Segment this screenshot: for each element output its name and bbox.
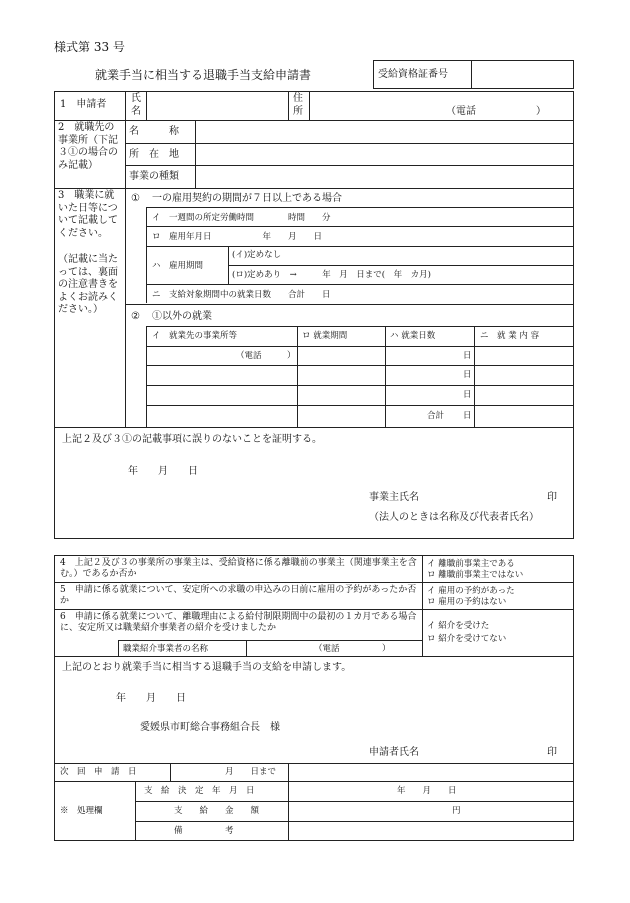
q4-answer-yes[interactable]: イ 離職前事業主である xyxy=(427,559,515,569)
form-number: 様式第 33 号 xyxy=(54,40,125,54)
apply-date: 年 月 日 xyxy=(116,693,186,704)
certificate-number-field[interactable] xyxy=(472,61,573,88)
address-label-1: 住 xyxy=(293,93,303,104)
q6-answer-no[interactable]: ロ 紹介を受けてない xyxy=(427,634,507,644)
business-type-label: 事業の種類 xyxy=(129,171,179,182)
q4-answer-no[interactable]: ロ 離職前事業主ではない xyxy=(427,570,524,580)
table-total-day: 日 xyxy=(463,411,472,421)
case1-title: 一の雇用契約の期間が７日以上である場合 xyxy=(152,193,342,204)
weekly-hours-row: イ 一週間の所定労働時間 時間 分 xyxy=(152,213,331,223)
name-label-2: 名 xyxy=(131,106,141,117)
table-row-day-1: 日 xyxy=(463,351,472,361)
applicant-name-field[interactable] xyxy=(147,92,287,119)
applicant-phone: （電話 ） xyxy=(446,106,546,117)
employer-note: （法人のときは名称及び代表者氏名） xyxy=(369,512,539,523)
form-title: 就業手当に相当する退職手当支給申請書 xyxy=(95,68,312,82)
col-workplace: イ 就業先の事業所等 xyxy=(152,331,238,341)
apply-text: 上記のとおり就業手当に相当する退職手当の支給を申請します。 xyxy=(62,662,352,673)
period-option-fixed[interactable]: (ロ)定めあり → 年 月 日まで( 年 カ月) xyxy=(232,270,431,280)
case1-marker: ① xyxy=(131,193,140,204)
work-days-row: ニ 支給対象期間中の就業日数 合計 日 xyxy=(152,290,331,300)
workplace-name-label: 名 称 xyxy=(129,126,179,137)
workplace-name-field[interactable] xyxy=(196,121,573,142)
applicant-seal: 印 xyxy=(547,747,557,758)
q4-text: 4 上記２及び３の事業所の事業主は、受給資格に係る離職前の事業主（関連事業主を含む。）であるか否か xyxy=(60,558,417,579)
col-days: ハ 就業日数 xyxy=(390,331,436,341)
workplace-location-field[interactable] xyxy=(196,144,573,164)
decision-date-label: 支 給 決 定 年 月 日 xyxy=(144,786,255,796)
payment-amount-label: 支 給 金 額 xyxy=(174,806,260,816)
certify-text: 上記２及び３①の記載事項に誤りのないことを証明する。 xyxy=(62,434,322,445)
name-label-1: 氏 xyxy=(131,93,141,104)
employer-seal: 印 xyxy=(547,492,557,503)
payment-amount-unit: 円 xyxy=(452,806,461,816)
table-row-day-2: 日 xyxy=(463,370,472,380)
workplace-section-label: 2 就職先の事業所（下記３①の場合のみ記載） xyxy=(58,122,118,171)
certificate-number-label: 受給資格証番号 xyxy=(378,69,448,80)
hire-date-row: ロ 雇用年月日 年 月 日 xyxy=(152,232,323,242)
apply-addressee: 愛媛県市町総合事務組合長 様 xyxy=(140,722,280,733)
applicant-label: 1 申請者 xyxy=(60,99,107,110)
applicant-name-label: 申請者氏名 xyxy=(369,747,419,758)
q5-text: 5 申請に係る就業について、安定所への求職の申込みの日前に雇用の予約があったか否か xyxy=(60,585,417,606)
period-option-none[interactable]: (イ)定めなし xyxy=(232,250,282,260)
employment-section-label: 3 職業に就いた日等について記載してください。 xyxy=(58,190,118,239)
decision-date-value: 年 月 日 xyxy=(397,786,457,796)
col-period: ロ 就業期間 xyxy=(302,331,348,341)
workplace-location-label: 所 在 地 xyxy=(129,149,179,160)
table-total-label: 合計 xyxy=(427,411,445,421)
case2-title: ①以外の就業 xyxy=(152,311,212,322)
table-row-day-3: 日 xyxy=(463,390,472,400)
q6-text: 6 申請に係る就業について、離職理由による給付制限期間中の最初の１カ月である場合に、安定所又は職業紹介事業者の紹介を受けましたか xyxy=(60,612,417,633)
case2-marker: ② xyxy=(131,311,140,322)
employment-section-note: （記載に当たっては、裏面の注意書きをよくお読みください。） xyxy=(58,254,118,315)
agency-phone: （電話 ） xyxy=(314,644,391,654)
next-application-label: 次 回 申 請 日 xyxy=(60,767,137,777)
employment-period-label: ハ 雇用期間 xyxy=(152,261,204,271)
q5-answer-yes[interactable]: イ 雇用の予約があった xyxy=(427,586,515,596)
q5-answer-no[interactable]: ロ 雇用の予約はない xyxy=(427,597,507,607)
certify-date: 年 月 日 xyxy=(128,466,198,477)
business-type-field[interactable] xyxy=(196,166,573,187)
table-row-phone: （電話 ） xyxy=(236,351,296,361)
remarks-label: 備 考 xyxy=(174,826,234,836)
agency-name-label: 職業紹介事業者の名称 xyxy=(123,644,209,654)
col-content: ニ 就 業 内 容 xyxy=(480,331,540,341)
processing-label: ※ 処理欄 xyxy=(60,806,103,816)
next-application-until: 月 日まで xyxy=(225,767,277,777)
q6-answer-yes[interactable]: イ 紹介を受けた xyxy=(427,621,490,631)
address-label-2: 所 xyxy=(293,106,303,117)
employer-name-label: 事業主氏名 xyxy=(369,492,419,503)
